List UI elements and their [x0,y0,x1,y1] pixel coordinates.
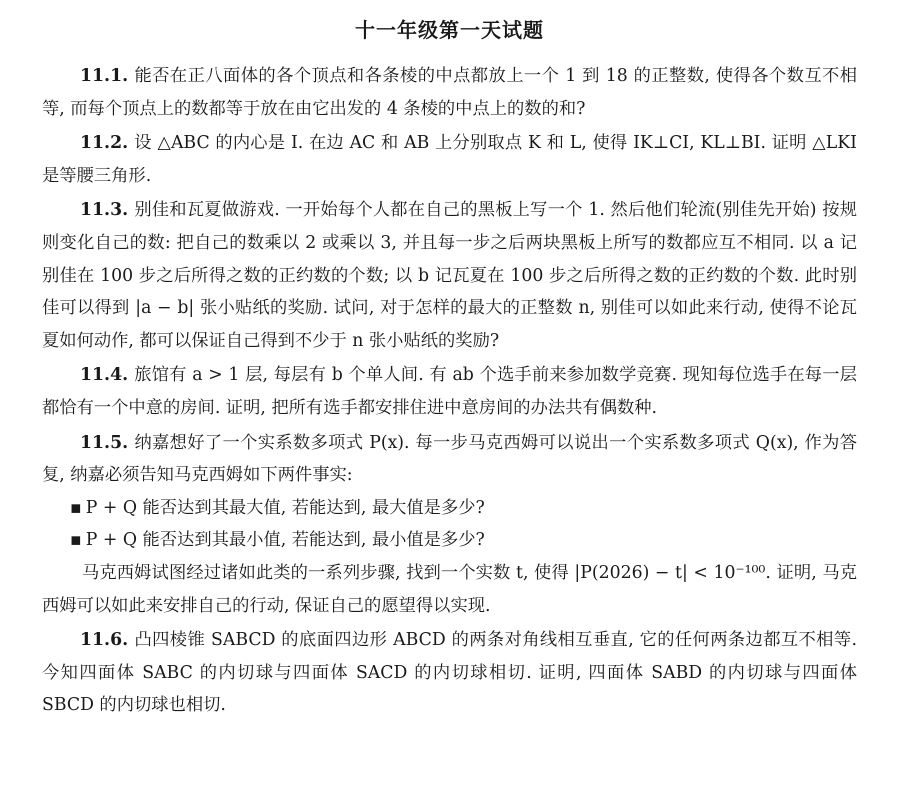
problem-text: 能否在正八面体的各个顶点和各条棱的中点都放上一个 1 到 18 的正整数, 使得各个数互不相等, 而每个顶点上的数都等于放在由它出发的 4 条棱的中点上的数的和? [42,66,857,119]
problem-text: 纳嘉想好了一个实系数多项式 P(x). 每一步马克西姆可以说出一个实系数多项式 Q(x), 作为答复, 纳嘉必须告知马克西姆如下两件事实: [42,432,857,486]
bullet-dot: ▪ [70,497,82,518]
problem-text: 凸四棱锥 SABCD 的底面四边形 ABCD 的两条对角线相互垂直, 它的任何两条边都互不相等. 今知四面体 SABC 的内切球与四面体 SACD 的内切球相切. 证明, 四面体 SABD 的内切球与四面体 SBCD 的内切球也相切. [42,630,857,716]
problem-number: 11.2. [80,133,129,154]
bullet-dot: ▪ [70,530,82,551]
problem-text: 别佳和瓦夏做游戏. 一开始每个人都在自己的黑板上写一个 1. 然后他们轮流(别佳先开始) 按规则变化自己的数: 把自己的数乘以 2 或乘以 3, 并且每一步之后两块黑板上所写的数都应互不相同. 以 a 记别佳在 100 步之后所得之数的正约数的个数; 以 b 记瓦夏在 100 步之后所得之数的正约数的个数. 此时别佳可以得到 |a − b| 张小贴纸的奖励. 试问, 对于怎样的最大的正整数 n, 别佳可以如此来行动, 使得不论瓦夏如何动作, 都可以保证自己得到不少于 n 张小贴纸的奖励? [42,200,857,351]
bullet-item [42,492,857,525]
problem-11-4 [42,359,857,424]
problem-11-5 [42,427,857,623]
bullet-text: P + Q 能否达到其最小值, 若能达到, 最小值是多少? [85,530,485,551]
bullet-item [42,524,857,557]
problem-11-6 [42,624,857,722]
problem-11-2 [42,127,857,192]
bullet-text: P + Q 能否达到其最大值, 若能达到, 最大值是多少? [85,497,485,518]
problem-number: 11.3. [80,200,129,221]
problem-11-3 [42,194,857,357]
problem-text: 旅馆有 a > 1 层, 每层有 b 个单人间. 有 ab 个选手前来参加数学竞赛. 现知每位选手在每一层都恰有一个中意的房间. 证明, 把所有选手都安排住进中意房间的办法共有偶数种. [42,365,857,418]
problem-number: 11.1. [80,66,129,86]
problem-11-1 [42,60,857,125]
page-title: 十一年级第一天试题 [355,18,544,42]
problem-number: 11.6. [80,630,129,651]
problem-continuation: 马克西姆试图经过诸如此类的一系列步骤, 找到一个实数 t, 使得 |P(2026) − t| < 10⁻¹⁰⁰. 证明, 马克西姆可以如此来安排自己的行动, 保证自己的愿望得以实现. [42,562,857,616]
problem-number: 11.4. [80,365,129,386]
problem-number: 11.5. [80,432,129,453]
problem-text: 设 △ABC 的内心是 I. 在边 AC 和 AB 上分别取点 K 和 L, 使得 IK⊥CI, KL⊥BI. 证明 △LKI 是等腰三角形. [42,133,857,186]
